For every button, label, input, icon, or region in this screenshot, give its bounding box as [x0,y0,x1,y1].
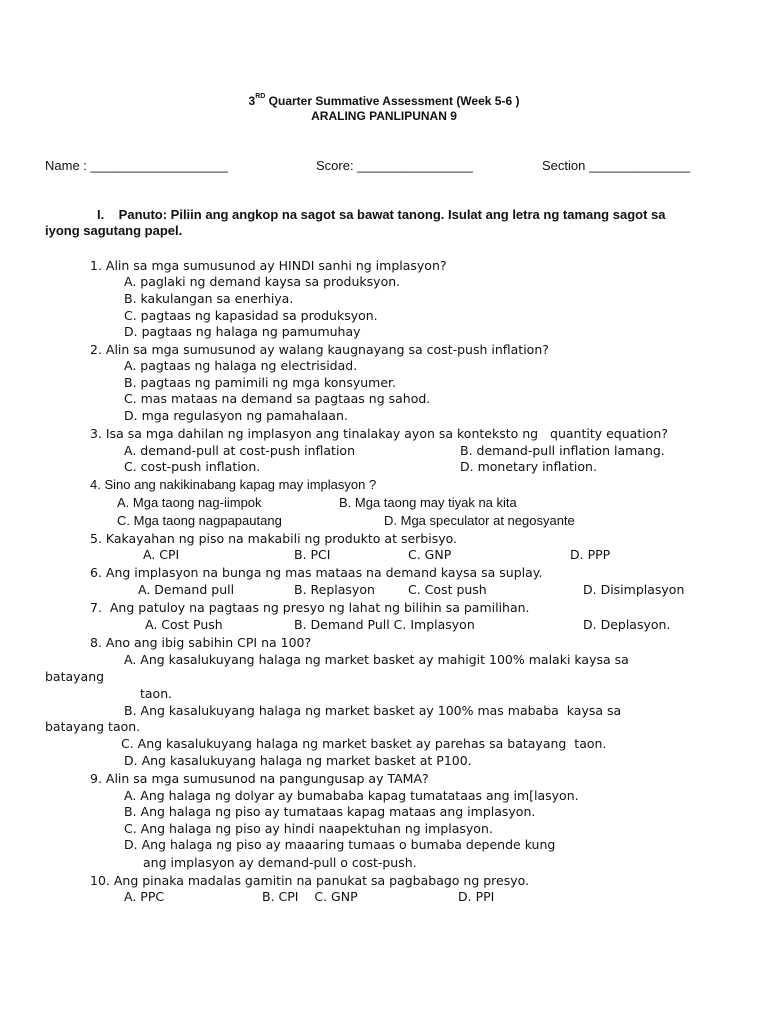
q8-choice-a-line2: batayang [45,669,105,684]
name-field: Name : ___________________ [45,158,228,173]
q9-choice-d-line1: D. Ang halaga ng piso ay maaaring tumaas o bumaba depende kung [124,837,556,852]
q8-choice-b-line2: batayang taon. [45,719,141,734]
q9-choice-d-line2: ang implasyon ay demand-pull o cost-push. [143,855,417,870]
q9-choice-a: A. Ang halaga ng dolyar ay bumababa kapag tumatataas ang im[lasyon. [124,788,579,803]
q5-choice-d: D. PPP [570,547,611,562]
q6-choice-a: A. Demand pull [138,582,235,597]
q8-choice-c: C. Ang kasalukuyang halaga ng market basket ay parehas sa batayang taon. [121,736,607,751]
q6-choice-c: C. Cost push [408,582,487,597]
q5-choice-a: A. CPI [143,547,180,562]
q9-choice-c: C. Ang halaga ng piso ay hindi naapektuhan ng implasyon. [124,821,493,836]
q10-choice-a: A. PPC [124,889,165,904]
q6-choice-b: B. Replasyon [294,582,375,597]
q8-choice-b-line1: B. Ang kasalukuyang halaga ng market basket ay 100% mas mababa kaysa sa [124,703,622,718]
q7-choice-bc: B. Demand Pull C. Implasyon [294,617,475,632]
assessment-title [0,94,768,108]
q4-choice-d: D. Mga speculator at negosyante [384,513,575,528]
q5-choice-c: C. GNP [408,547,452,562]
q3-choice-a: A. demand-pull at cost-push inflation [124,443,355,458]
title-rest: Quarter Summative Assessment (Week 5-6 ) [265,94,520,108]
q8-choice-d: D. Ang kasalukuyang halaga ng market basket at P100. [124,753,472,768]
q6-choice-d: D. Disimplasyon [583,582,685,597]
q8-choice-a-line1: A. Ang kasalukuyang halaga ng market basket ay mahigit 100% malaki kaysa sa [124,652,629,667]
q2-choice-d: D. mga regulasyon ng pamahalaan. [124,408,348,423]
q4-choice-b: B. Mga taong may tiyak na kita [339,495,517,510]
q7-choice-d: D. Deplasyon. [583,617,671,632]
q3-choice-b: B. demand-pull inflation lamang. [460,443,665,458]
question-2: 2. Alin sa mga sumusunod ay walang kaugnayang sa cost-push inflation? [90,342,549,357]
question-4: 4. Sino ang nakikinabang kapag may implasyon ? [90,477,377,492]
title-ordinal: 3 [248,94,256,108]
q4-choice-a: A. Mga taong nag-iimpok [117,495,262,510]
q9-choice-b: B. Ang halaga ng piso ay tumataas kapag mataas ang implasyon. [124,804,536,819]
instruction-line-1: I. Panuto: Piliin ang angkop na sagot sa bawat tanong. Isulat ang letra ng tamang sagot sa [97,207,666,222]
question-1: 1. Alin sa mga sumusunod ay HINDI sanhi ng implasyon? [90,258,447,273]
question-8: 8. Ano ang ibig sabihin CPI na 100? [90,635,312,650]
q2-choice-b: B. pagtaas ng pamimili ng mga konsyumer. [124,375,397,390]
q1-choice-a: A. paglaki ng demand kaysa sa produksyon. [124,274,401,289]
q7-choice-a: A. Cost Push [145,617,223,632]
q1-choice-d: D. pagtaas ng halaga ng pamumuhay [124,324,361,339]
subject-title: ARALING PANLIPUNAN 9 [311,109,457,123]
q4-choice-c: C. Mga taong nagpapautang [117,513,282,528]
q2-choice-c: C. mas mataas na demand sa pagtaas ng sahod. [124,391,431,406]
q3-choice-c: C. cost-push inflation. [124,459,261,474]
question-5: 5. Kakayahan ng piso na makabili ng produkto at serbisyo. [90,531,458,546]
q10-choice-bc: B. CPI C. GNP [262,889,358,904]
q10-choice-d: D. PPI [458,889,495,904]
q2-choice-a: A. pagtaas ng halaga ng electrisidad. [124,358,358,373]
section-field: Section ______________ [542,158,691,173]
score-field: Score: ________________ [316,158,473,173]
question-6: 6. Ang implasyon na bunga ng mas mataas na demand kaysa sa suplay. [90,565,543,580]
question-9: 9. Alin sa mga sumusunod na pangungusap ay TAMA? [90,771,429,786]
instruction-line-2: iyong sagutang papel. [45,223,183,238]
q8-choice-a-line3: taon. [140,686,173,701]
q1-choice-c: C. pagtaas ng kapasidad sa produksyon. [124,308,378,323]
q1-choice-b: B. kakulangan sa enerhiya. [124,291,294,306]
question-3: 3. Isa sa mga dahilan ng implasyon ang tinalakay ayon sa konteksto ng quantity equation? [90,426,668,441]
question-10: 10. Ang pinaka madalas gamitin na panukat sa pagbabago ng presyo. [90,873,530,888]
q5-choice-b: B. PCI [294,547,331,562]
title-ordinal-suffix: RD [255,93,266,100]
question-7: 7. Ang patuloy na pagtaas ng presyo ng lahat ng bilihin sa pamilihan. [90,600,530,615]
q3-choice-d: D. monetary inflation. [460,459,597,474]
